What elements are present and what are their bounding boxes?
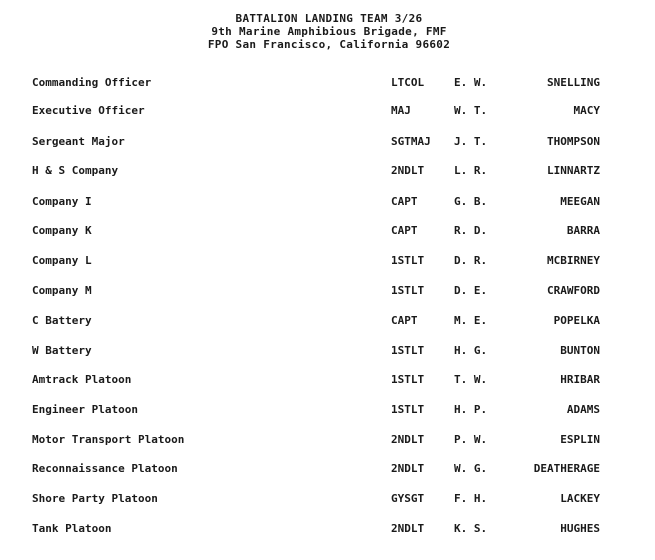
roster-row <box>0 341 655 361</box>
roster-row <box>0 251 655 271</box>
roster-row <box>0 101 655 121</box>
unit-label: Amtrack Platoon <box>32 373 132 386</box>
initials: J. T. <box>454 135 488 148</box>
initials: M. E. <box>454 314 488 327</box>
unit-title: BATTALION LANDING TEAM 3/26 <box>235 12 423 25</box>
initials: W. T. <box>454 104 488 117</box>
rank: CAPT <box>391 224 418 237</box>
surname: ADAMS <box>566 403 600 416</box>
rank: 2NDLT <box>391 462 425 475</box>
unit-label: Sergeant Major <box>32 135 125 148</box>
address-line: FPO San Francisco, California 96602 <box>207 38 451 51</box>
roster-row <box>0 73 655 93</box>
rank: 2NDLT <box>391 433 425 446</box>
roster-row <box>0 370 655 390</box>
roster-row <box>0 221 655 241</box>
unit-label: Company M <box>32 284 92 297</box>
rank: CAPT <box>391 195 418 208</box>
roster-row <box>0 400 655 420</box>
rank: 1STLT <box>391 403 425 416</box>
roster-row <box>0 519 655 539</box>
surname: BUNTON <box>560 344 600 357</box>
surname: MEEGAN <box>560 195 600 208</box>
unit-label: Tank Platoon <box>32 522 112 535</box>
unit-label: Motor Transport Platoon <box>32 433 185 446</box>
unit-label: C Battery <box>32 314 92 327</box>
rank: 2NDLT <box>391 522 425 535</box>
initials: E. W. <box>454 76 488 89</box>
roster-row <box>0 430 655 450</box>
unit-label: Reconnaissance Platoon <box>32 462 178 475</box>
roster-row <box>0 311 655 331</box>
unit-label: Engineer Platoon <box>32 403 138 416</box>
surname: MACY <box>573 104 600 117</box>
surname: SNELLING <box>547 76 600 89</box>
unit-label: H & S Company <box>32 164 119 177</box>
roster-row <box>0 192 655 212</box>
initials: L. R. <box>454 164 488 177</box>
rank: 1STLT <box>391 373 425 386</box>
surname: HUGHES <box>560 522 600 535</box>
rank: GYSGT <box>391 492 425 505</box>
initials: H. P. <box>454 403 488 416</box>
initials: R. D. <box>454 224 488 237</box>
roster-row <box>0 281 655 301</box>
rank: CAPT <box>391 314 418 327</box>
initials: F. H. <box>454 492 488 505</box>
surname: CRAWFORD <box>547 284 600 297</box>
initials: D. E. <box>454 284 488 297</box>
roster-row <box>0 132 655 152</box>
initials: P. W. <box>454 433 488 446</box>
rank: 1STLT <box>391 344 425 357</box>
unit-label: Company K <box>32 224 92 237</box>
initials: G. B. <box>454 195 488 208</box>
rank: SGTMAJ <box>391 135 431 148</box>
surname: MCBIRNEY <box>547 254 600 267</box>
surname: BARRA <box>566 224 600 237</box>
surname: POPELKA <box>553 314 600 327</box>
roster-row <box>0 459 655 479</box>
rank: 1STLT <box>391 254 425 267</box>
initials: D. R. <box>454 254 488 267</box>
unit-label: Executive Officer <box>32 104 145 117</box>
surname: THOMPSON <box>547 135 600 148</box>
initials: W. G. <box>454 462 488 475</box>
unit-label: Shore Party Platoon <box>32 492 158 505</box>
unit-label: Company L <box>32 254 92 267</box>
surname: LACKEY <box>560 492 600 505</box>
rank: LTCOL <box>391 76 425 89</box>
unit-label: Commanding Officer <box>32 76 152 89</box>
brigade-line: 9th Marine Amphibious Brigade, FMF <box>211 25 447 38</box>
initials: H. G. <box>454 344 488 357</box>
rank: MAJ <box>391 104 411 117</box>
rank: 2NDLT <box>391 164 425 177</box>
roster-row <box>0 489 655 509</box>
surname: ESPLIN <box>560 433 600 446</box>
rank: 1STLT <box>391 284 425 297</box>
initials: T. W. <box>454 373 488 386</box>
unit-label: W Battery <box>32 344 92 357</box>
surname: HRIBAR <box>560 373 600 386</box>
initials: K. S. <box>454 522 488 535</box>
surname: DEATHERAGE <box>533 462 600 475</box>
surname: LINNARTZ <box>547 164 600 177</box>
roster-row <box>0 161 655 181</box>
unit-label: Company I <box>32 195 92 208</box>
